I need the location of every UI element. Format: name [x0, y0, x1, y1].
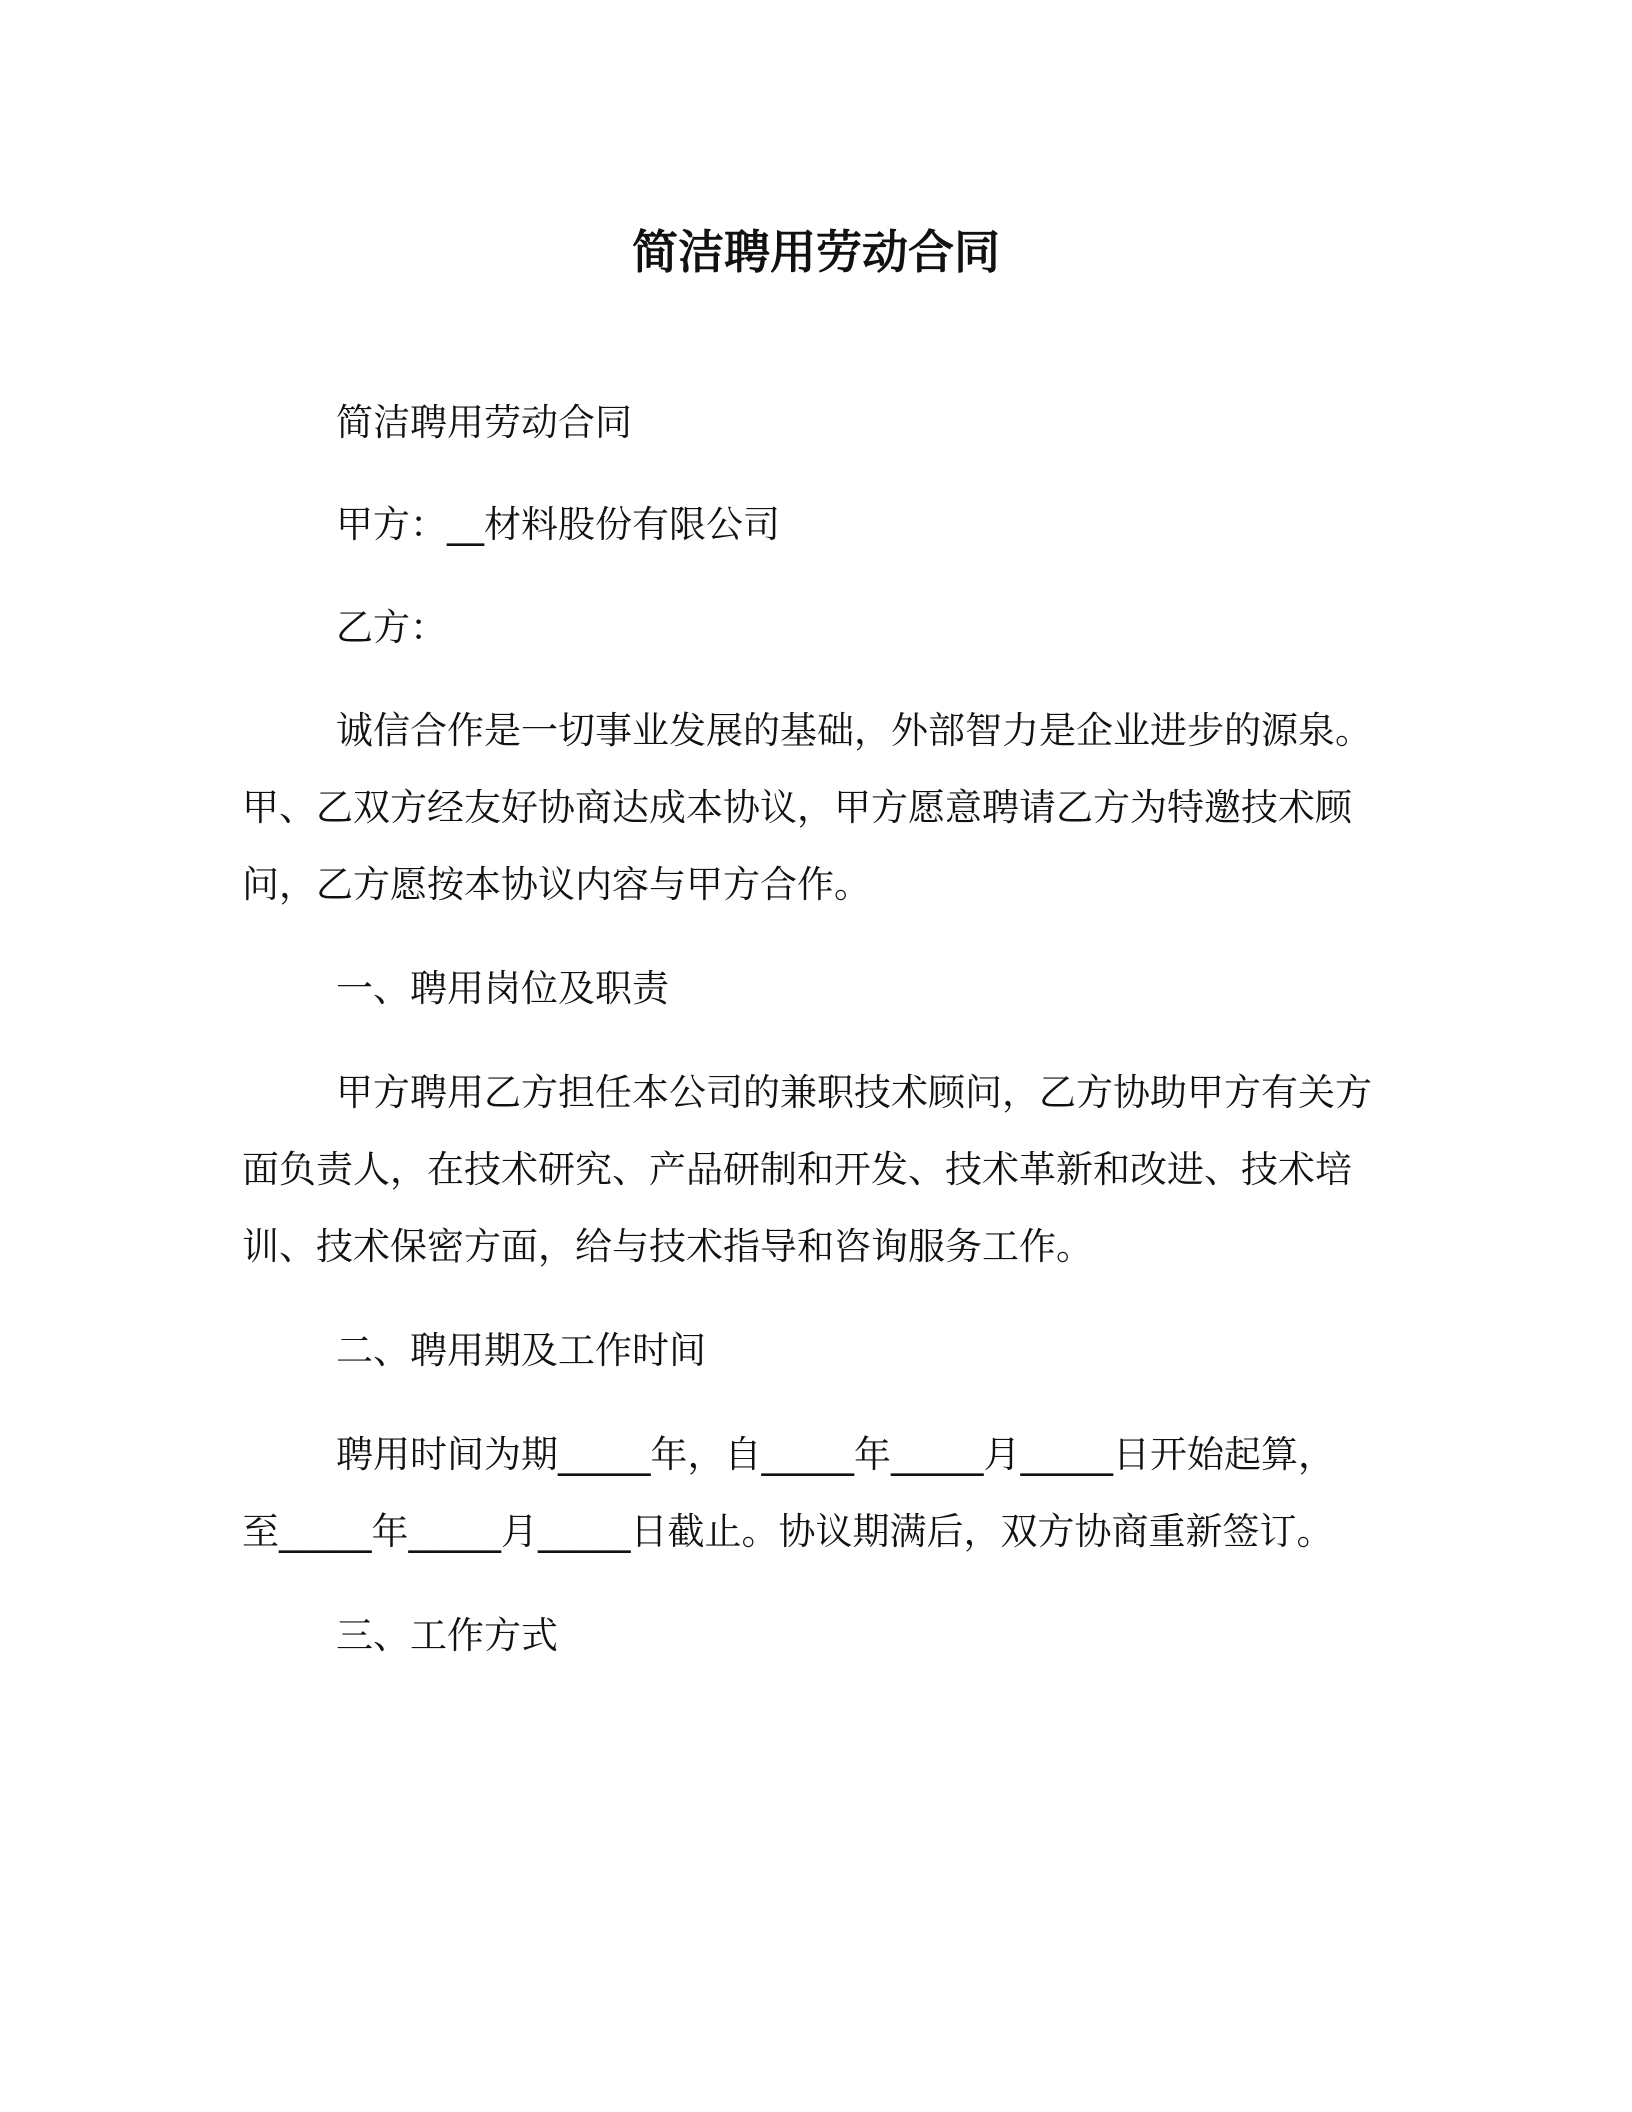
section-2-heading: 二、聘用期及工作时间 — [336, 1329, 706, 1372]
section-1-line-2: 面负责人，在技术研究、产品研制和开发、技术革新和改进、技术培 — [242, 1148, 1352, 1191]
section-2-line-2: 至_____年_____月_____日截止。协议期满后，双方协商重新签订。 — [242, 1510, 1334, 1553]
section-2-line-1: 聘用时间为期_____年，自_____年_____月_____日开始起算， — [336, 1433, 1335, 1476]
intro-line-1: 诚信合作是一切事业发展的基础，外部智力是企业进步的源泉。 — [336, 709, 1372, 752]
intro-line-3: 问，乙方愿按本协议内容与甲方合作。 — [242, 863, 871, 906]
document-subtitle: 简洁聘用劳动合同 — [336, 401, 632, 444]
section-1-heading: 一、聘用岗位及职责 — [336, 967, 669, 1010]
section-1-line-3: 训、技术保密方面，给与技术指导和咨询服务工作。 — [242, 1225, 1093, 1268]
intro-line-2: 甲、乙双方经友好协商达成本协议，甲方愿意聘请乙方为特邀技术顾 — [242, 786, 1352, 829]
party-b-line: 乙方： — [336, 606, 447, 649]
document-title: 简洁聘用劳动合同 — [632, 225, 1000, 279]
party-a-line: 甲方：__材料股份有限公司 — [336, 503, 780, 546]
section-3-heading: 三、工作方式 — [336, 1614, 558, 1657]
section-1-line-1: 甲方聘用乙方担任本公司的兼职技术顾问，乙方协助甲方有关方 — [336, 1071, 1372, 1114]
